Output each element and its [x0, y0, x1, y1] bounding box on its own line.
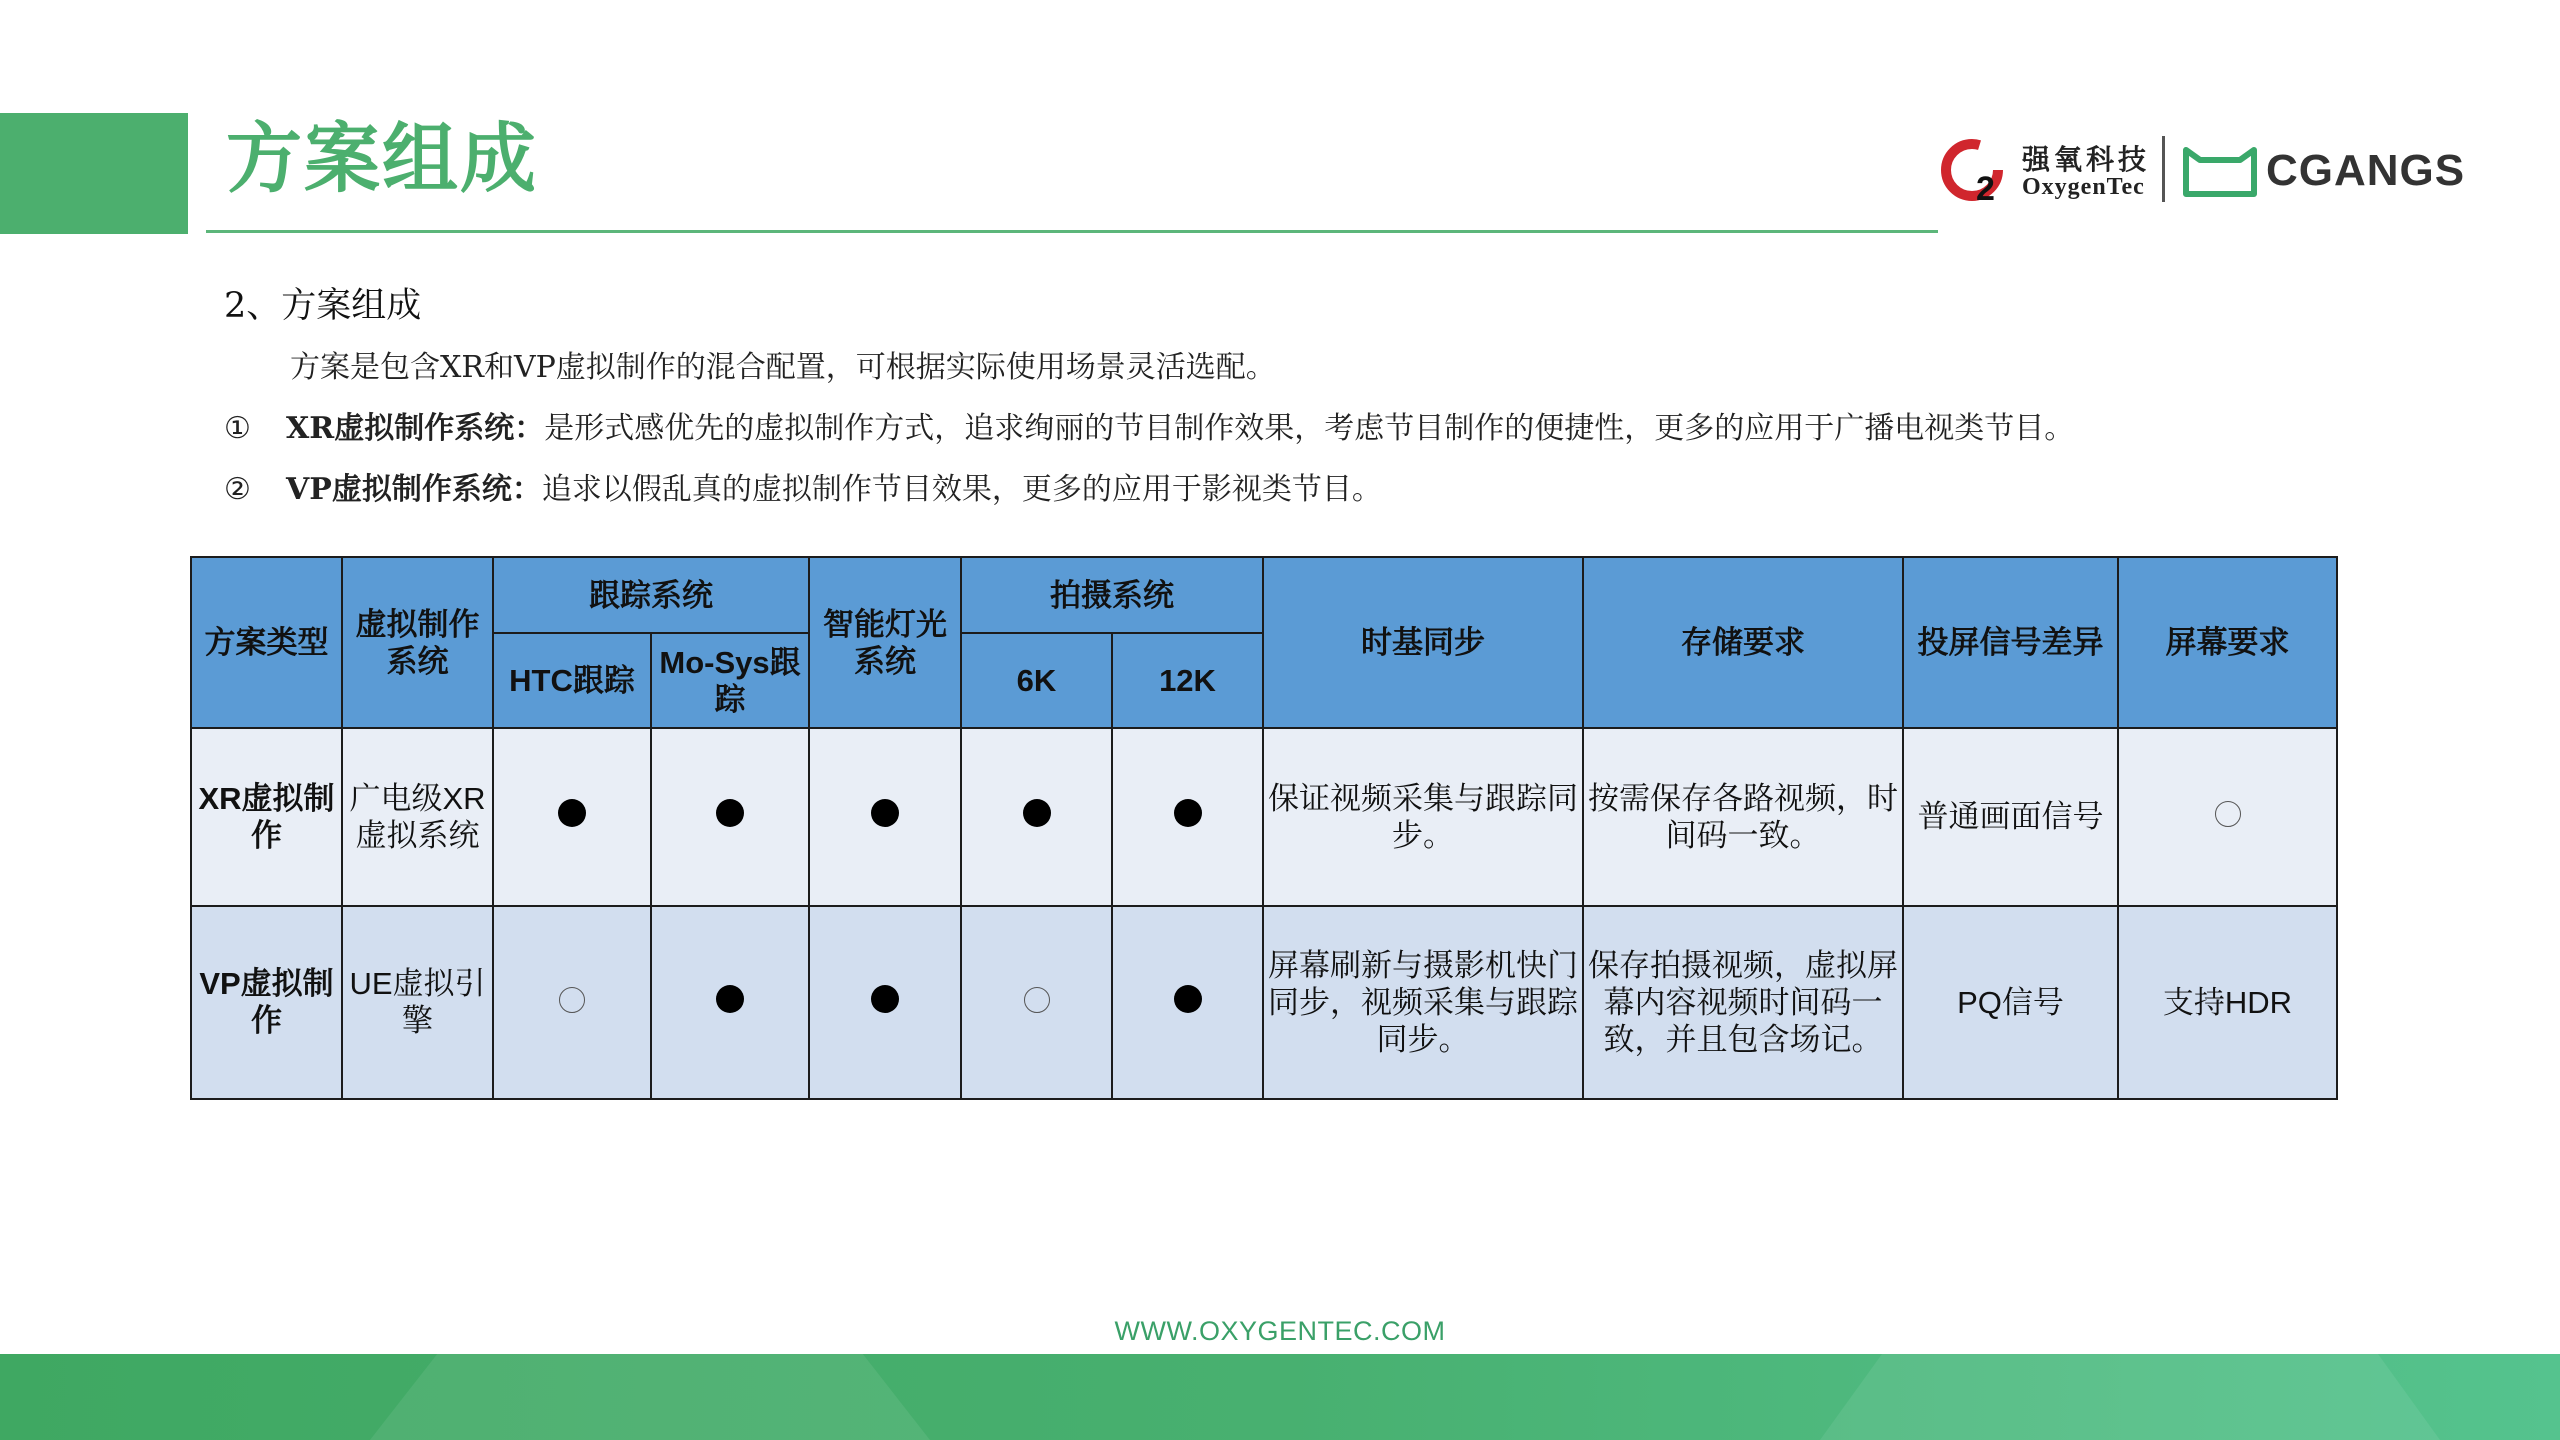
cell-timebase: 屏幕刷新与摄影机快门同步，视频采集与跟踪同步。: [1263, 906, 1583, 1099]
header-12k: 12K: [1112, 633, 1263, 728]
table-row: [191, 728, 2337, 906]
logo-separator: [2162, 136, 2165, 202]
list-desc: 是形式感优先的虚拟制作方式，追求绚丽的节目制作效果，考虑节目制作的便捷性，更多的应用于广播电视类节目。: [544, 411, 2075, 446]
cell-htc: [493, 728, 651, 906]
list-item-xr: [224, 403, 2074, 447]
filled-dot-icon: [716, 799, 744, 827]
header-mosys: Mo-Sys跟踪: [651, 633, 809, 728]
list-desc: 追求以假乱真的虚拟制作节目效果，更多的应用于影视类节目。: [541, 472, 1382, 507]
filled-dot-icon: [716, 985, 744, 1013]
section-heading: 2、方案组成: [224, 286, 422, 326]
title-accent-block: [0, 113, 188, 234]
header-shooting: 拍摄系统: [961, 557, 1263, 633]
filled-dot-icon: [1023, 799, 1051, 827]
cell-system: 广电级XR虚拟系统: [342, 728, 493, 906]
header-storage: 存储要求: [1583, 557, 1903, 728]
intro-paragraph: 方案是包含XR和VP虚拟制作的混合配置，可根据实际使用场景灵活选配。: [290, 350, 1276, 385]
cell-mosys: [651, 906, 809, 1099]
logo-en-text: OxygenTec: [2022, 174, 2145, 200]
filled-dot-icon: [871, 799, 899, 827]
header-virtual-system: 虚拟制作系统: [342, 557, 493, 728]
cgangs-mark-icon: [2180, 146, 2260, 198]
logo-cn-text: 强氧科技: [2022, 143, 2151, 176]
empty-circle-icon: [559, 987, 585, 1013]
page-title: 方案组成: [226, 117, 538, 202]
empty-circle-icon: [1024, 987, 1050, 1013]
list-label: VP虚拟制作系统：: [286, 472, 542, 507]
header-scheme-type: 方案类型: [191, 557, 342, 728]
footer-hex-shape: [1820, 1354, 2440, 1440]
cell-mosys: [651, 728, 809, 906]
header-screen: 屏幕要求: [2118, 557, 2337, 728]
filled-dot-icon: [1174, 985, 1202, 1013]
cell-screen: [2118, 728, 2337, 906]
header-timebase: 时基同步: [1263, 557, 1583, 728]
list-label: XR虚拟制作系统：: [286, 411, 545, 446]
filled-dot-icon: [871, 985, 899, 1013]
brand-logos: [1938, 130, 2466, 214]
footer-url: WWW.OXYGENTEC.COM: [1114, 1316, 1446, 1346]
empty-circle-icon: [2215, 801, 2241, 827]
footer-hex-shape: [370, 1354, 930, 1440]
logo-o2-subscript: 2: [1976, 170, 1995, 208]
title-underline: [206, 230, 1938, 233]
oxygentec-logo-icon: [1938, 136, 2010, 208]
list-number: ②: [224, 472, 251, 507]
list-item-vp: [224, 464, 1382, 508]
list-number: ①: [224, 411, 251, 446]
footer-band: [0, 1354, 2560, 1440]
cell-storage: 保存拍摄视频，虚拟屏幕内容视频时间码一致，并且包含场记。: [1583, 906, 1903, 1099]
filled-dot-icon: [1174, 799, 1202, 827]
cell-lighting: [809, 906, 961, 1099]
cgangs-logo-text: CGANGS: [2266, 146, 2466, 195]
header-htc: HTC跟踪: [493, 633, 651, 728]
header-6k: 6K: [961, 633, 1112, 728]
cell-timebase: 保证视频采集与跟踪同步。: [1263, 728, 1583, 906]
cell-signal: 普通画面信号: [1903, 728, 2118, 906]
cell-storage: 按需保存各路视频，时间码一致。: [1583, 728, 1903, 906]
cell-12k: [1112, 906, 1263, 1099]
table-row: [191, 906, 2337, 1099]
cell-scheme: XR虚拟制作: [191, 728, 342, 906]
cell-6k: [961, 906, 1112, 1099]
cell-12k: [1112, 728, 1263, 906]
cell-lighting: [809, 728, 961, 906]
cell-htc: [493, 906, 651, 1099]
header-signal: 投屏信号差异: [1903, 557, 2118, 728]
header-tracking: 跟踪系统: [493, 557, 809, 633]
cell-6k: [961, 728, 1112, 906]
comparison-table: [190, 556, 2338, 1100]
filled-dot-icon: [558, 799, 586, 827]
cell-scheme: VP虚拟制作: [191, 906, 342, 1099]
cell-screen: 支持HDR: [2118, 906, 2337, 1099]
cell-signal: PQ信号: [1903, 906, 2118, 1099]
header-lighting: 智能灯光系统: [809, 557, 961, 728]
cell-system: UE虚拟引擎: [342, 906, 493, 1099]
